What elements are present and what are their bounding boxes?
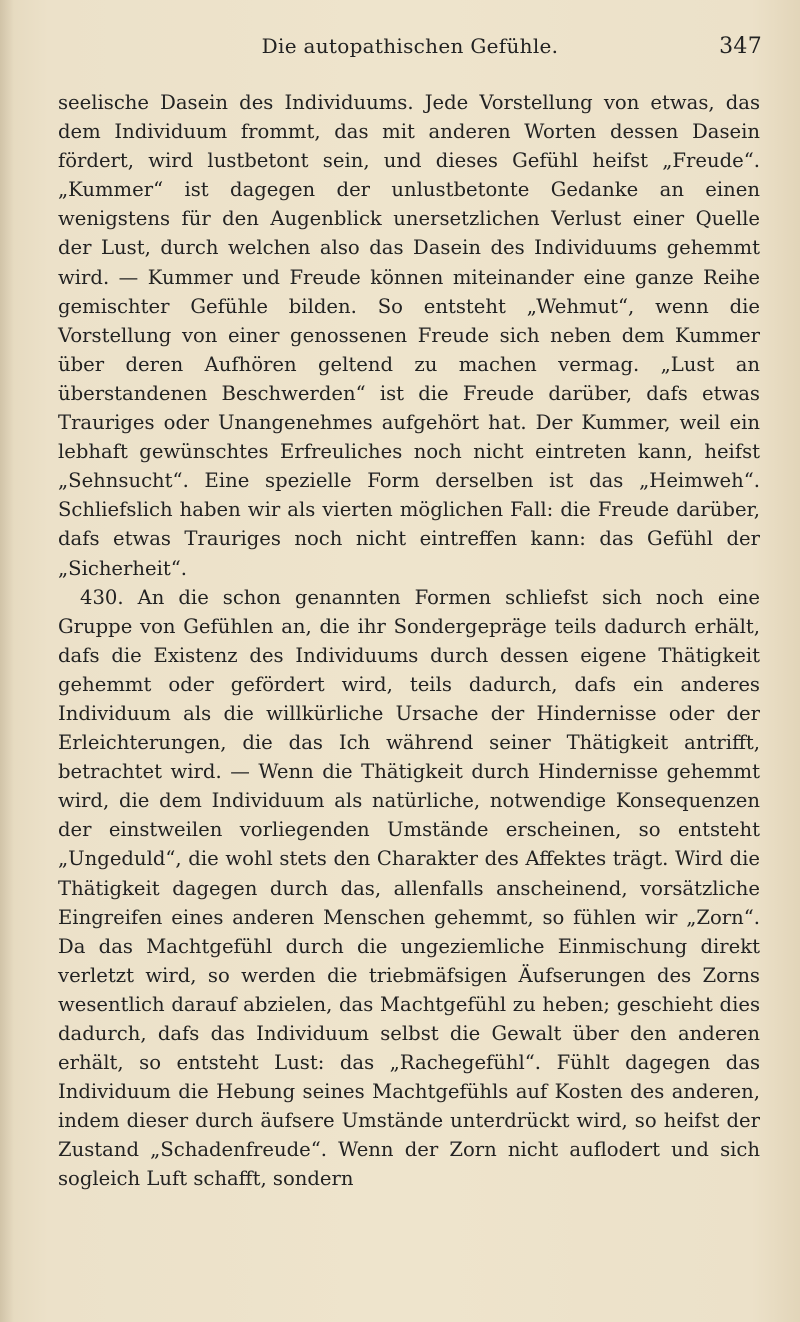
paragraph-section-430: 430. An die schon genannten Formen schliefst sich noch eine Gruppe von Gefühlen an, die ihr Sondergepräge teils dadurch erhält, dafs die Existenz des Individuums durch dessen eigene Thätigkeit gehemmt oder gefördert wird, teils dadurch, dafs ein anderes Individuum als die willkürliche Ursache der Hindernisse oder der Erleichterungen, die das Ich während seiner Thätigkeit antrifft, betrachtet wird. — Wenn die Thätigkeit durch Hindernisse gehemmt wird, die dem Individuum als natürliche, notwendige Konsequenzen der einstweilen vorliegenden Umstände erscheinen, so entsteht „Ungeduld“, die wohl stets den Charakter des Affektes trägt. Wird die Thätigkeit dagegen durch das, allenfalls anscheinend, vorsätzliche Eingreifen eines anderen Menschen gehemmt, so fühlen wir „Zorn“. Da das Machtgefühl durch die ungeziemliche Einmischung direkt verletzt wird, so werden die triebmäfsigen Äufserungen des Zorns wesentlich darauf abzielen, das Machtgefühl zu heben; geschieht dies dadurch, dafs das Individuum selbst die Gewalt über den anderen erhält, so entsteht Lust: das „Rachegefühl“. Fühlt dagegen das Individuum die Hebung seines Machtgefühls auf Kosten des anderen, indem dieser durch äufsere Umstände unterdrückt wird, so heifst der Zustand „Schadenfreude“. Wenn der Zorn nicht auflodert und sich sogleich Luft schafft, sondern <box>58 585 760 1191</box>
page-gutter-shadow <box>0 0 14 1322</box>
page-number: 347 <box>719 34 762 59</box>
running-header <box>58 34 762 66</box>
body-text <box>58 88 760 1194</box>
paragraph-continuation: seelische Dasein des Individuums. Jede Vorstellung von etwas, das dem Individuum frommt, das mit anderen Worten dessen Dasein fördert, wird lustbetont sein, und dieses Gefühl heifst „Freude“. „Kummer“ ist dagegen der unlustbetonte Gedanke an einen wenigstens für den Augenblick unersetzlichen Verlust einer Quelle der Lust, durch welchen also das Dasein des Individuums gehemmt wird. — Kummer und Freude können miteinander eine ganze Reihe gemischter Gefühle bilden. So entsteht „Wehmut“, wenn die Vorstellung von einer genossenen Freude sich neben dem Kummer über deren Aufhören geltend zu machen vermag. „Lust an überstandenen Beschwerden“ ist die Freude darüber, dafs etwas Trauriges oder Unangenehmes aufgehört hat. Der Kummer, weil ein lebhaft gewünschtes Erfreuliches noch nicht eintreten kann, heifst „Sehnsucht“. Eine spezielle Form derselben ist das „Heimweh“. Schliefslich haben wir als vierten möglichen Fall: die Freude darüber, dafs etwas Trauriges noch nicht eintreffen kann: das Gefühl der „Sicherheit“. <box>58 91 760 580</box>
running-title: Die autopathischen Gefühle. <box>261 34 559 58</box>
